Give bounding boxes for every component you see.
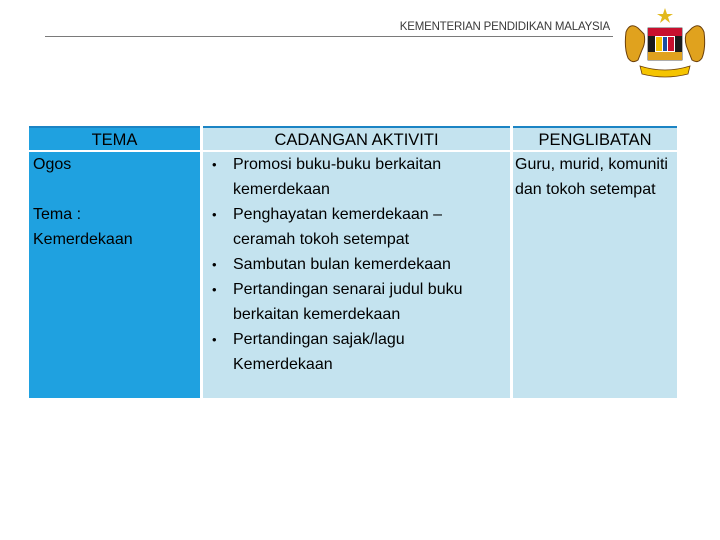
ministry-name: KEMENTERIAN PENDIDIKAN MALAYSIA (399, 21, 610, 33)
penglibatan-text: Guru, murid, komuniti dan tokoh setempat (515, 156, 668, 198)
bullet-icon: • (212, 207, 217, 222)
penglibatan-cell (513, 152, 677, 398)
tema-theme: Tema : Kemerdekaan (33, 206, 133, 248)
column-header-penglibatan: PENGLIBATAN (513, 126, 677, 150)
list-item: • Promosi buku-buku berkaitan kemerdekaan (203, 152, 503, 202)
tema-month: Ogos (33, 156, 72, 173)
list-item: • Pertandingan sajak/lagu Kemerdekaan (203, 327, 503, 377)
bullet-icon: • (212, 332, 217, 347)
activity-list (203, 152, 510, 377)
bullet-icon: • (212, 282, 217, 297)
list-item: • Penghayatan kemerdekaan – ceramah tokoh setempat (203, 202, 503, 252)
list-item: • Pertandingan senarai judul buku berkaitan kemerdekaan (203, 277, 503, 327)
list-item: • Sambutan bulan kemerdekaan (203, 252, 503, 277)
column-header-cadangan-aktiviti: CADANGAN AKTIVITI (203, 126, 510, 150)
bullet-icon: • (212, 157, 217, 172)
activities-cell (203, 152, 510, 398)
column-header-tema: TEMA (29, 126, 200, 150)
malaysia-coat-of-arms-icon (620, 6, 710, 80)
header-divider (45, 36, 613, 37)
activity-table (29, 126, 677, 398)
tema-cell (29, 152, 200, 398)
bullet-icon: • (212, 257, 217, 272)
